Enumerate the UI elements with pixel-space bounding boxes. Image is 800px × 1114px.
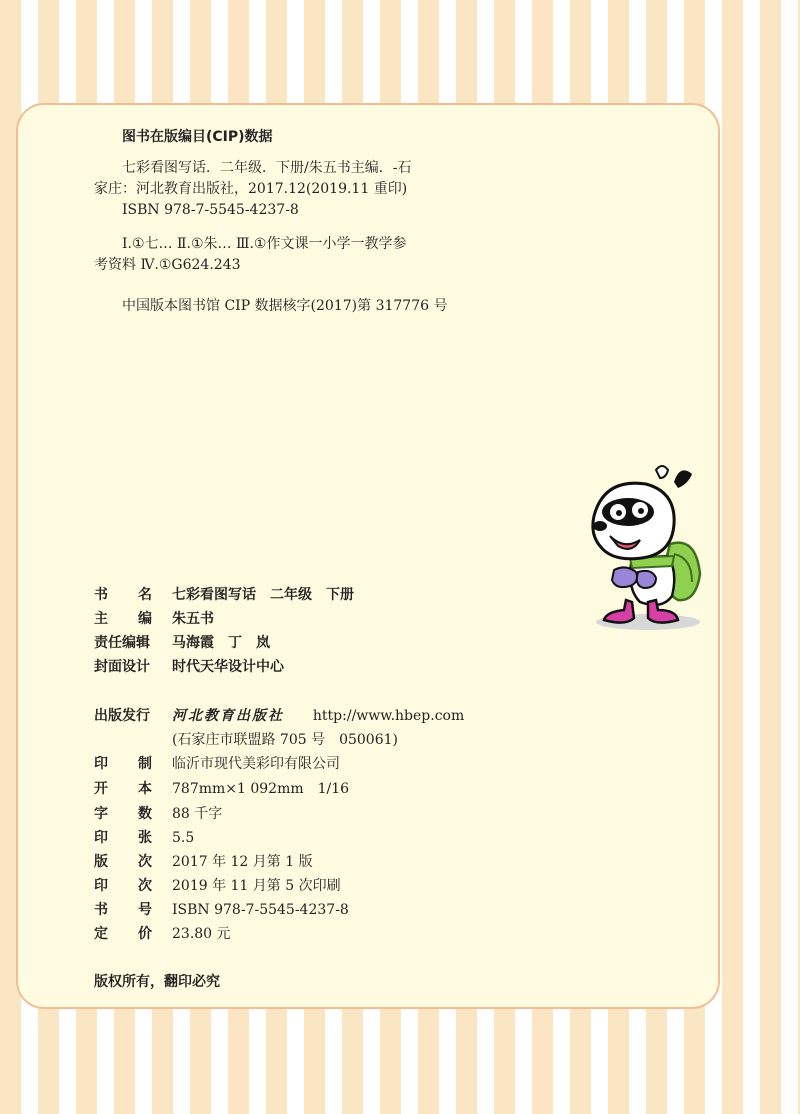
detail-value-book-number: ISBN 978-7-5545-4237-8 (172, 902, 349, 918)
detail-label-word-count: 字 数 (94, 806, 152, 822)
detail-value-word-count: 88 千字 (172, 806, 223, 822)
detail-label-book-number: 书 号 (94, 902, 152, 918)
detail-value-format: 787mm×1 092mm 1/16 (172, 781, 350, 797)
cip-heading: 图书在版编目(CIP)数据 (122, 129, 273, 145)
publisher-url: http://www.hbep.com (312, 708, 465, 724)
detail-label-printer: 印 制 (94, 756, 152, 772)
detail-value-printer: 临沂市现代美彩印有限公司 (172, 756, 340, 772)
info-value-responsible-editor: 马海霞 丁 岚 (172, 635, 270, 651)
publisher-address: (石家庄市联盟路 705 号 050061) (172, 732, 398, 748)
publisher-line (172, 707, 464, 725)
detail-value-edition: 2017 年 12 月第 1 版 (172, 854, 313, 870)
dog-mascot-icon (586, 462, 706, 634)
cip-line-1: 七彩看图写话．二年级．下册/朱五书主编．-石 (122, 160, 412, 176)
info-label-title: 书 名 (94, 587, 152, 603)
detail-label-format: 开 本 (94, 781, 152, 797)
detail-label-printing: 印 次 (94, 878, 152, 894)
cip-isbn: ISBN 978-7-5545-4237-8 (122, 202, 299, 218)
info-value-title: 七彩看图写话 二年级 下册 (172, 587, 354, 603)
info-value-editor: 朱五书 (172, 611, 214, 627)
cip-verify-number: 中国版本图书馆 CIP 数据核字(2017)第 317776 号 (122, 298, 448, 314)
detail-value-printing: 2019 年 11 月第 5 次印刷 (172, 878, 341, 894)
detail-value-sheets: 5.5 (172, 830, 195, 846)
detail-label-sheets: 印 张 (94, 830, 152, 846)
info-label-editor: 主 编 (94, 611, 152, 627)
publisher-logo-text: 河北教育出版社 (172, 708, 284, 724)
detail-label-edition: 版 次 (94, 854, 152, 870)
copyright-notice: 版权所有，翻印必究 (94, 974, 220, 990)
cip-class-line-1: Ⅰ.①七… Ⅱ.①朱… Ⅲ.①作文课一小学一教学参 (122, 236, 407, 252)
info-label-cover-design: 封面设计 (94, 659, 150, 675)
info-value-cover-design: 时代天华设计中心 (172, 659, 284, 675)
cip-line-2: 家庄：河北教育出版社，2017.12(2019.11 重印) (94, 181, 408, 197)
info-label-responsible-editor: 责任编辑 (94, 635, 150, 651)
detail-label-price: 定 价 (94, 926, 152, 942)
cip-class-line-2: 考资料 Ⅳ.①G624.243 (94, 257, 241, 273)
publisher-label: 出版发行 (94, 708, 150, 724)
detail-value-price: 23.80 元 (172, 926, 231, 942)
